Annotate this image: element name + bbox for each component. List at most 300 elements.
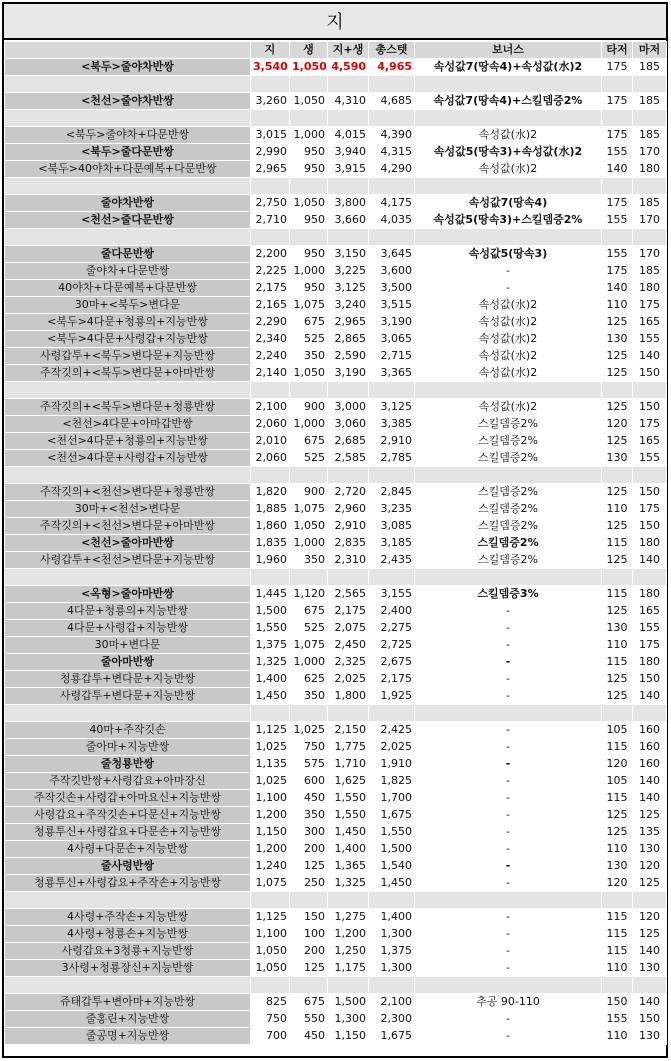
total-cell: 4,965 (369, 59, 415, 76)
spacer-cell (290, 229, 328, 246)
spacer-cell (602, 110, 633, 127)
hp-cell: 600 (290, 773, 328, 790)
int-cell: 1,550 (251, 620, 290, 637)
phys-def-cell: 110 (602, 297, 633, 314)
table-row (5, 654, 667, 671)
mag-def-cell: 185 (633, 59, 667, 76)
header-cell-phys-def: 타저 (602, 42, 633, 59)
table-row (5, 416, 667, 433)
int-hp-cell: 3,060 (328, 416, 369, 433)
bonus-cell: - (415, 909, 602, 926)
spacer-cell (5, 178, 251, 195)
phys-def-cell: 115 (602, 535, 633, 552)
name-cell: <천선>4다문+사령갑+지능반쌍 (5, 450, 251, 467)
table-row (5, 93, 667, 110)
total-cell: 2,100 (369, 994, 415, 1011)
total-cell: 2,400 (369, 603, 415, 620)
mag-def-cell: 150 (633, 518, 667, 535)
int-cell: 1,200 (251, 807, 290, 824)
table-row (5, 518, 667, 535)
phys-def-cell: 175 (602, 127, 633, 144)
table-row (5, 807, 667, 824)
mag-def-cell: 170 (633, 212, 667, 229)
int-cell: 2,010 (251, 433, 290, 450)
int-hp-cell: 2,310 (328, 552, 369, 569)
spacer-cell (328, 178, 369, 195)
spacer-cell (5, 892, 251, 909)
spacer-cell (633, 178, 667, 195)
int-hp-cell: 1,250 (328, 943, 369, 960)
table-row (5, 280, 667, 297)
name-cell: 4사령+청룡손+지능반쌍 (5, 926, 251, 943)
hp-cell: 675 (290, 603, 328, 620)
name-cell: 30마+<천선>변다문 (5, 501, 251, 518)
phys-def-cell: 115 (602, 790, 633, 807)
table-row (5, 637, 667, 654)
spacer-cell (328, 892, 369, 909)
name-cell: 4다문+청룡의+지능반쌍 (5, 603, 251, 620)
name-cell: 주작깃의+<북두>변다문+청룡반쌍 (5, 399, 251, 416)
spacer-cell (369, 977, 415, 994)
spacer-cell (369, 76, 415, 93)
int-cell: 1,150 (251, 824, 290, 841)
table-row (5, 756, 667, 773)
hp-cell: 525 (290, 620, 328, 637)
table-body (5, 59, 667, 1045)
table-row (5, 365, 667, 382)
hp-cell: 300 (290, 824, 328, 841)
spacer-cell (415, 569, 602, 586)
spacer-cell (633, 569, 667, 586)
spacer-cell (602, 178, 633, 195)
spacer-row (5, 382, 667, 399)
int-cell: 1,885 (251, 501, 290, 518)
phys-def-cell: 175 (602, 195, 633, 212)
spacer-cell (5, 467, 251, 484)
total-cell: 2,425 (369, 722, 415, 739)
hp-cell: 350 (290, 807, 328, 824)
phys-def-cell: 110 (602, 501, 633, 518)
table-row (5, 620, 667, 637)
int-cell: 1,960 (251, 552, 290, 569)
total-cell: 4,175 (369, 195, 415, 212)
name-cell: 주작깃손+사령갑+아마요신+지능반쌍 (5, 790, 251, 807)
int-hp-cell: 2,960 (328, 501, 369, 518)
int-cell: 1,835 (251, 535, 290, 552)
hp-cell: 200 (290, 841, 328, 858)
int-hp-cell: 1,450 (328, 824, 369, 841)
hp-cell: 125 (290, 858, 328, 875)
name-cell: <옥형>줄아마반쌍 (5, 586, 251, 603)
spacer-cell (369, 178, 415, 195)
header-cell-name (5, 42, 251, 59)
phys-def-cell: 155 (602, 144, 633, 161)
mag-def-cell: 150 (633, 484, 667, 501)
name-cell: 줄야차+다문반쌍 (5, 263, 251, 280)
name-cell: 청룡투신+사령갑요+다문손+지능반쌍 (5, 824, 251, 841)
hp-cell: 1,075 (290, 637, 328, 654)
table-row (5, 161, 667, 178)
spacer-cell (415, 705, 602, 722)
mag-def-cell: 140 (633, 943, 667, 960)
total-cell: 4,685 (369, 93, 415, 110)
bonus-cell: 추공 90-110 (415, 994, 602, 1011)
mag-def-cell: 130 (633, 1028, 667, 1045)
bonus-cell: 속성값(水)2 (415, 399, 602, 416)
name-cell: 청룡갑투+변다문+지능반쌍 (5, 671, 251, 688)
spacer-cell (328, 705, 369, 722)
mag-def-cell: 140 (633, 790, 667, 807)
total-cell: 2,300 (369, 1011, 415, 1028)
spacer-row (5, 892, 667, 909)
bonus-cell: 속성값(水)2 (415, 348, 602, 365)
name-cell: <천선>줄다문반쌍 (5, 212, 251, 229)
header-cell-bonus: 보너스 (415, 42, 602, 59)
bonus-cell: 속성값7(땅속4)+속성값(水)2 (415, 59, 602, 76)
spacer-cell (415, 229, 602, 246)
hp-cell: 450 (290, 790, 328, 807)
table-row (5, 433, 667, 450)
table-row (5, 739, 667, 756)
table-row (5, 841, 667, 858)
int-cell: 1,200 (251, 841, 290, 858)
hp-cell: 675 (290, 314, 328, 331)
total-cell: 2,675 (369, 654, 415, 671)
hp-cell: 250 (290, 875, 328, 892)
phys-def-cell: 110 (602, 637, 633, 654)
spacer-row (5, 977, 667, 994)
name-cell: 줄청룡반쌍 (5, 756, 251, 773)
table-row (5, 926, 667, 943)
bonus-cell: - (415, 926, 602, 943)
bonus-cell: 속성값(水)2 (415, 365, 602, 382)
int-cell: 1,445 (251, 586, 290, 603)
phys-def-cell: 120 (602, 875, 633, 892)
mag-def-cell: 175 (633, 297, 667, 314)
total-cell: 2,715 (369, 348, 415, 365)
spacer-cell (633, 977, 667, 994)
int-cell: 1,100 (251, 790, 290, 807)
int-hp-cell: 4,310 (328, 93, 369, 110)
int-cell: 1,820 (251, 484, 290, 501)
sheet-frame (2, 2, 668, 1058)
int-cell: 825 (251, 994, 290, 1011)
total-cell: 4,390 (369, 127, 415, 144)
total-cell: 1,675 (369, 1028, 415, 1045)
hp-cell: 350 (290, 552, 328, 569)
spacer-row (5, 229, 667, 246)
phys-def-cell: 120 (602, 756, 633, 773)
phys-def-cell: 115 (602, 943, 633, 960)
total-cell: 3,065 (369, 331, 415, 348)
table-row (5, 195, 667, 212)
table-row (5, 552, 667, 569)
phys-def-cell: 125 (602, 603, 633, 620)
mag-def-cell: 140 (633, 348, 667, 365)
name-cell: 주작깃반쌍+사령갑요+아마장신 (5, 773, 251, 790)
hp-cell: 1,050 (290, 93, 328, 110)
table-row (5, 671, 667, 688)
int-cell: 2,340 (251, 331, 290, 348)
phys-def-cell: 130 (602, 858, 633, 875)
spacer-cell (5, 382, 251, 399)
hp-cell: 1,000 (290, 535, 328, 552)
int-cell: 1,075 (251, 875, 290, 892)
spacer-cell (602, 76, 633, 93)
spacer-cell (602, 705, 633, 722)
mag-def-cell: 160 (633, 756, 667, 773)
bonus-cell: 속성값7(땅속4)+스킬뎀증2% (415, 93, 602, 110)
header-cell-hp: 생 (290, 42, 328, 59)
mag-def-cell: 125 (633, 875, 667, 892)
table-row (5, 144, 667, 161)
int-cell: 1,050 (251, 943, 290, 960)
int-hp-cell: 1,625 (328, 773, 369, 790)
int-hp-cell: 2,685 (328, 433, 369, 450)
mag-def-cell: 140 (633, 688, 667, 705)
total-cell: 2,845 (369, 484, 415, 501)
phys-def-cell: 110 (602, 841, 633, 858)
spacer-cell (251, 705, 290, 722)
bonus-cell: 스킬뎀증2% (415, 484, 602, 501)
hp-cell: 1,120 (290, 586, 328, 603)
total-cell: 4,290 (369, 161, 415, 178)
name-cell: 30마+<북두>변다문 (5, 297, 251, 314)
spacer-cell (633, 705, 667, 722)
spacer-cell (415, 382, 602, 399)
phys-def-cell: 125 (602, 348, 633, 365)
int-cell: 1,375 (251, 637, 290, 654)
mag-def-cell: 185 (633, 127, 667, 144)
int-hp-cell: 1,500 (328, 994, 369, 1011)
bonus-cell: 속성값5(땅속3)+속성값(水)2 (415, 144, 602, 161)
table-row (5, 212, 667, 229)
name-cell: 주작깃의+<천선>변다문+청룡반쌍 (5, 484, 251, 501)
mag-def-cell: 160 (633, 739, 667, 756)
phys-def-cell: 105 (602, 722, 633, 739)
bonus-cell: - (415, 824, 602, 841)
int-hp-cell: 3,800 (328, 195, 369, 212)
total-cell: 1,300 (369, 960, 415, 977)
phys-def-cell: 155 (602, 1011, 633, 1028)
mag-def-cell: 135 (633, 824, 667, 841)
name-cell: <북두>4다문+청룡의+지능반쌍 (5, 314, 251, 331)
name-cell: 청룡투신+사령갑요+주작손+지능반쌍 (5, 875, 251, 892)
spacer-cell (251, 76, 290, 93)
spacer-cell (290, 467, 328, 484)
phys-def-cell: 155 (602, 212, 633, 229)
int-hp-cell: 1,800 (328, 688, 369, 705)
name-cell: <북두>줄다문반쌍 (5, 144, 251, 161)
phys-def-cell: 125 (602, 824, 633, 841)
spacer-row (5, 705, 667, 722)
spacer-cell (251, 569, 290, 586)
hp-cell: 1,025 (290, 722, 328, 739)
spacer-cell (5, 229, 251, 246)
bonus-cell: - (415, 637, 602, 654)
hp-cell: 200 (290, 943, 328, 960)
int-hp-cell: 3,225 (328, 263, 369, 280)
mag-def-cell: 125 (633, 926, 667, 943)
mag-def-cell: 160 (633, 722, 667, 739)
name-cell: 사령갑요+3청룡+지능반쌍 (5, 943, 251, 960)
bonus-cell: - (415, 943, 602, 960)
table-row (5, 246, 667, 263)
int-hp-cell: 2,910 (328, 518, 369, 535)
bonus-cell: - (415, 688, 602, 705)
name-cell: 40마+주작깃손 (5, 722, 251, 739)
mag-def-cell: 150 (633, 671, 667, 688)
hp-cell: 1,050 (290, 59, 328, 76)
total-cell: 3,190 (369, 314, 415, 331)
table-row (5, 501, 667, 518)
bonus-cell: - (415, 773, 602, 790)
bonus-cell: - (415, 671, 602, 688)
name-cell: 쥬태갑투+변아마+지능반쌍 (5, 994, 251, 1011)
table-row (5, 603, 667, 620)
name-cell: 줄야차반쌍 (5, 195, 251, 212)
total-cell: 2,175 (369, 671, 415, 688)
mag-def-cell: 165 (633, 314, 667, 331)
int-hp-cell: 3,915 (328, 161, 369, 178)
phys-def-cell: 115 (602, 739, 633, 756)
int-hp-cell: 1,175 (328, 960, 369, 977)
mag-def-cell: 180 (633, 654, 667, 671)
int-hp-cell: 1,275 (328, 909, 369, 926)
mag-def-cell: 150 (633, 399, 667, 416)
bonus-cell: - (415, 756, 602, 773)
total-cell: 3,125 (369, 399, 415, 416)
table-row (5, 535, 667, 552)
name-cell: 3사령+청룡장신+지능반쌍 (5, 960, 251, 977)
mag-def-cell: 155 (633, 620, 667, 637)
name-cell: 줄아마반쌍 (5, 654, 251, 671)
header-cell-int-hp: 지+생 (328, 42, 369, 59)
table-row (5, 314, 667, 331)
hp-cell: 350 (290, 348, 328, 365)
bonus-cell: 스킬뎀증2% (415, 416, 602, 433)
header-cell-int: 지 (251, 42, 290, 59)
mag-def-cell: 170 (633, 246, 667, 263)
name-cell: 4사령+다문손+지능반쌍 (5, 841, 251, 858)
int-hp-cell: 2,325 (328, 654, 369, 671)
bonus-cell: 속성값(水)2 (415, 127, 602, 144)
table-row (5, 875, 667, 892)
spacer-cell (290, 977, 328, 994)
mag-def-cell: 130 (633, 841, 667, 858)
phys-def-cell: 140 (602, 161, 633, 178)
spacer-cell (369, 705, 415, 722)
name-cell: 주작깃의+<북두>변다문+아마반쌍 (5, 365, 251, 382)
int-hp-cell: 1,400 (328, 841, 369, 858)
int-hp-cell: 2,965 (328, 314, 369, 331)
int-cell: 2,290 (251, 314, 290, 331)
total-cell: 1,450 (369, 875, 415, 892)
bonus-cell: - (415, 875, 602, 892)
hp-cell: 950 (290, 280, 328, 297)
spacer-cell (633, 229, 667, 246)
mag-def-cell: 175 (633, 416, 667, 433)
int-cell: 3,540 (251, 59, 290, 76)
name-cell: 4다문+사령갑+지능반쌍 (5, 620, 251, 637)
int-cell: 1,125 (251, 722, 290, 739)
bonus-cell: - (415, 841, 602, 858)
header-cell-total: 총스텟 (369, 42, 415, 59)
int-hp-cell: 1,550 (328, 790, 369, 807)
int-cell: 1,125 (251, 909, 290, 926)
total-cell: 3,500 (369, 280, 415, 297)
int-cell: 3,015 (251, 127, 290, 144)
int-hp-cell: 2,585 (328, 450, 369, 467)
table-row (5, 331, 667, 348)
bonus-cell: 속성값7(땅속4) (415, 195, 602, 212)
name-cell: 줄사령반쌍 (5, 858, 251, 875)
header-row (5, 42, 667, 59)
mag-def-cell: 185 (633, 263, 667, 280)
phys-def-cell: 130 (602, 620, 633, 637)
phys-def-cell: 175 (602, 59, 633, 76)
int-hp-cell: 2,025 (328, 671, 369, 688)
table-row (5, 399, 667, 416)
bonus-cell: 스킬뎀증3% (415, 586, 602, 603)
spacer-cell (369, 467, 415, 484)
bonus-cell: 스킬뎀증2% (415, 552, 602, 569)
total-cell: 1,375 (369, 943, 415, 960)
int-cell: 2,225 (251, 263, 290, 280)
name-cell: <천선>줄야차반쌍 (5, 93, 251, 110)
header-cell-mag-def: 마저 (633, 42, 667, 59)
phys-def-cell: 155 (602, 246, 633, 263)
int-cell: 700 (251, 1028, 290, 1045)
int-cell: 1,240 (251, 858, 290, 875)
spacer-cell (633, 892, 667, 909)
hp-cell: 350 (290, 688, 328, 705)
bonus-cell: - (415, 1011, 602, 1028)
hp-cell: 450 (290, 1028, 328, 1045)
table-row (5, 994, 667, 1011)
bonus-cell: - (415, 603, 602, 620)
hp-cell: 1,050 (290, 195, 328, 212)
int-cell: 1,325 (251, 654, 290, 671)
phys-def-cell: 110 (602, 1028, 633, 1045)
mag-def-cell: 175 (633, 637, 667, 654)
name-cell: 줄공명+지능반쌍 (5, 1028, 251, 1045)
phys-def-cell: 115 (602, 586, 633, 603)
mag-def-cell: 180 (633, 535, 667, 552)
mag-def-cell: 165 (633, 433, 667, 450)
table-row (5, 824, 667, 841)
spacer-cell (602, 467, 633, 484)
int-hp-cell: 2,865 (328, 331, 369, 348)
int-hp-cell: 4,015 (328, 127, 369, 144)
name-cell: <북두>줄야차+다문반쌍 (5, 127, 251, 144)
bonus-cell: - (415, 858, 602, 875)
phys-def-cell: 115 (602, 926, 633, 943)
name-cell: 사령갑투+<북두>변다문+지능반쌍 (5, 348, 251, 365)
bonus-cell: 스킬뎀증2% (415, 518, 602, 535)
table-row (5, 773, 667, 790)
int-hp-cell: 3,940 (328, 144, 369, 161)
phys-def-cell: 125 (602, 518, 633, 535)
int-cell: 2,060 (251, 416, 290, 433)
bonus-cell: 속성값(水)2 (415, 161, 602, 178)
bonus-cell: 스킬뎀증2% (415, 450, 602, 467)
bonus-cell: 속성값5(땅속3) (415, 246, 602, 263)
hp-cell: 625 (290, 671, 328, 688)
int-cell: 2,140 (251, 365, 290, 382)
spacer-cell (602, 977, 633, 994)
int-hp-cell: 1,325 (328, 875, 369, 892)
